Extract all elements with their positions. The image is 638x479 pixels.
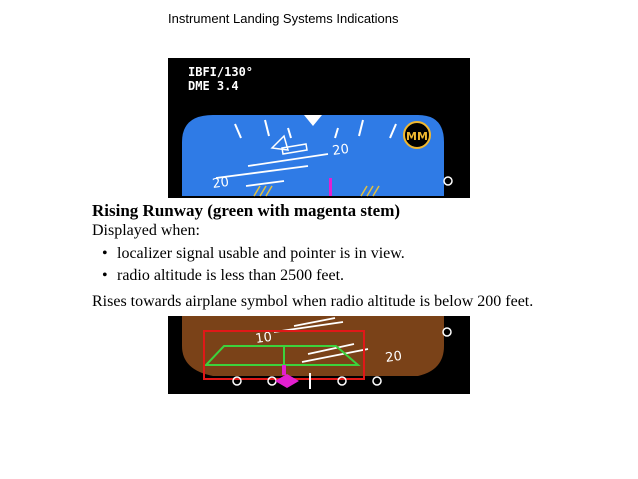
glideslope-dot-upper: [444, 177, 452, 185]
localizer-stem-top: [329, 178, 332, 196]
bullet-marker-1: •: [102, 245, 108, 262]
caption-box: [75, 198, 600, 316]
bullet-item-1: localizer signal usable and pointer is in view.: [117, 245, 405, 262]
slide-title: Instrument Landing Systems Indications: [168, 11, 399, 26]
displayed-when-label: Displayed when:: [92, 222, 200, 239]
rising-runway-stem: [282, 365, 286, 375]
pitch-label-top-right: 20: [331, 141, 350, 159]
rises-description: Rises towards airplane symbol when radio altitude is below 200 feet.: [92, 293, 534, 310]
bullet-marker-2: •: [102, 267, 108, 284]
pitch-label-bottom-left: 10: [254, 329, 273, 347]
dme-readout: DME 3.4: [188, 79, 239, 93]
localizer-pointer-icon: [275, 374, 299, 388]
pitch-label-bottom-right: 20: [384, 348, 403, 366]
bullet-item-2: radio altitude is less than 2500 feet.: [117, 267, 345, 284]
pitch-label-top-left: 20: [211, 174, 230, 192]
caption-heading: Rising Runway (green with magenta stem): [92, 201, 401, 220]
localizer-dot-4: [373, 377, 381, 385]
ils-ident-readout: IBFI/130°: [188, 65, 254, 79]
marker-beacon-label: MM: [406, 130, 428, 143]
glideslope-dot-lower: [443, 328, 451, 336]
